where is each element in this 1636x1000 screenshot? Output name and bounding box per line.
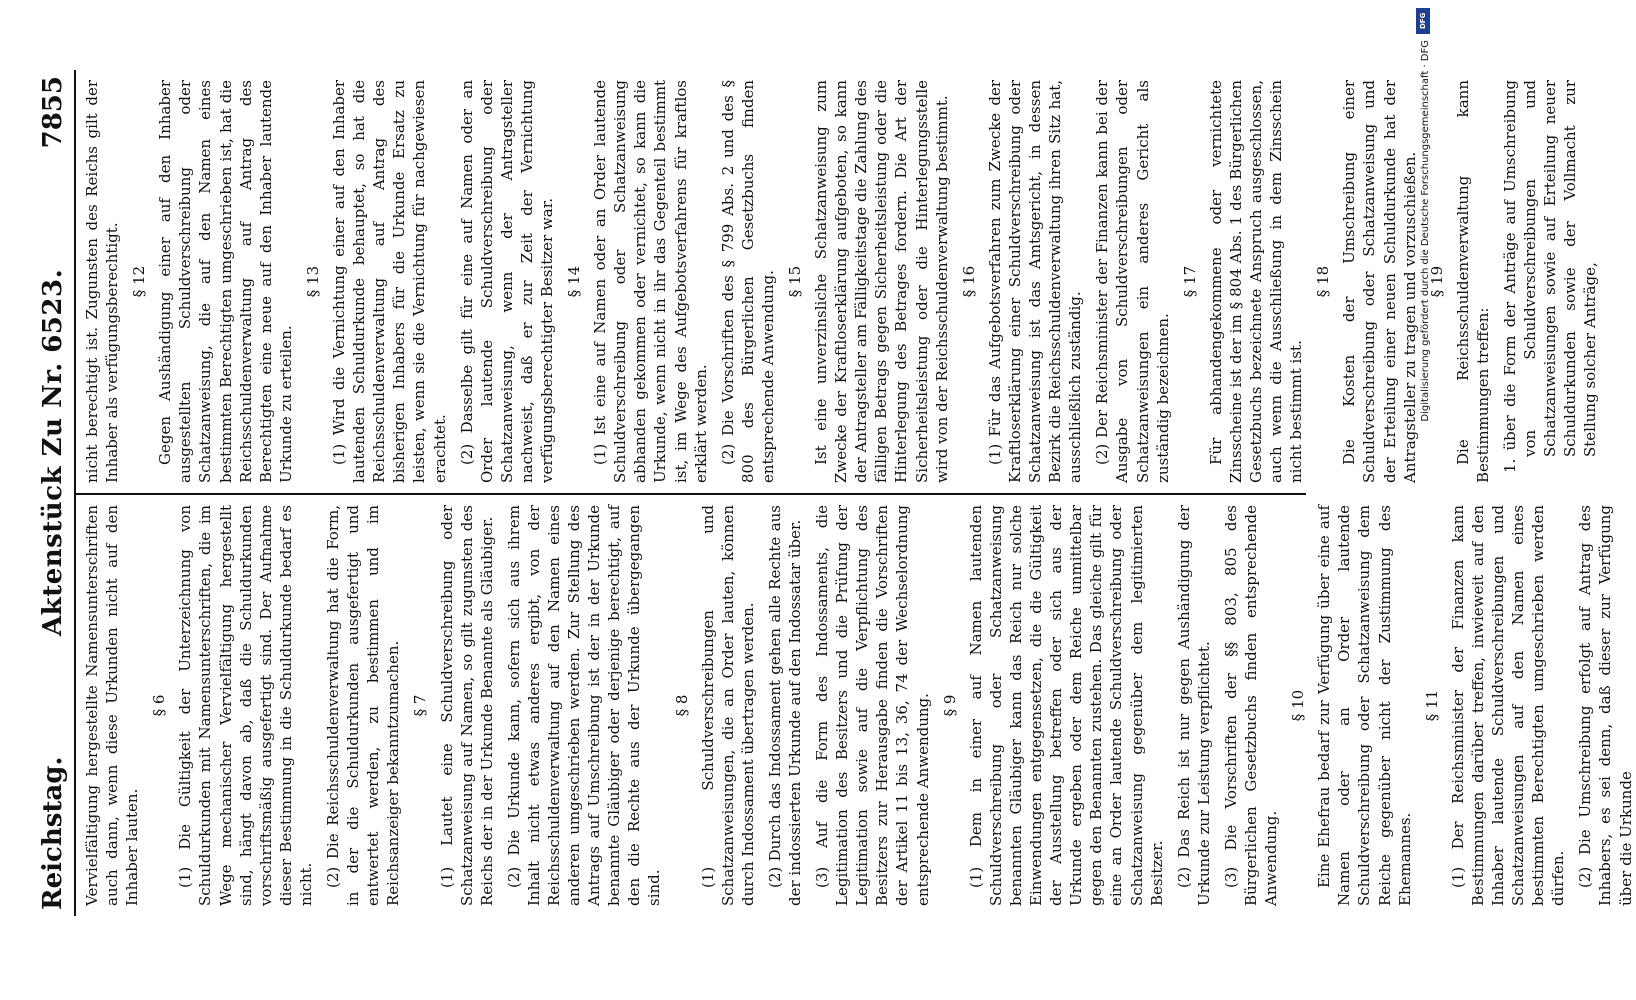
paragraph: Die Kosten der Umschreibung einer Schuldverschreibung oder Schatzanweisung und der Erteilung einer neuen Schuldurkunde hat der Antragsteller zu tragen und vorzuschießen. bbox=[1340, 80, 1419, 483]
paragraph: Eine Ehefrau bedarf zur Verfügung über eine auf Namen oder an Order lautende Schuldverschreibung oder Schatzanweisung dem Reiche gegenüber nicht der Zustimmung des Ehemannes. bbox=[1315, 505, 1414, 906]
paragraph: (1) Schuldverschreibungen und Schatzanweisungen, die an Order lauten, können durch Indossament übertragen werden. bbox=[698, 505, 757, 906]
header-reichstag: Reichstag. bbox=[38, 756, 68, 910]
section-heading: § 12 bbox=[130, 265, 149, 298]
paragraph: (1) Ist eine auf Namen oder an Order lautende Schuldverschreibung oder Schatzanweisung abhanden gekommen oder vernichtet, so kann die Urkunde, wenn nicht in ihr das Gegenteil bestimmt ist, im Wege des Aufgebotsverfahrens für kraftlos erklärt werden. bbox=[591, 80, 710, 483]
paragraph: Gegen Aushändigung einer auf den Inhaber ausgestellten Schuldverschreibung oder Schatzanweisung, die auf den Namen eines bestimmten Berechtigten umgeschrieben ist, hat die Reichsschuldenverwaltung auf Antrag des Berechtigten eine neue auf den Inhaber lautende Urkunde zu erteilen. bbox=[156, 80, 295, 483]
paragraph: (2) Das Reich ist nur gegen Aushändigung der Urkunde zur Leistung verpflichtet. bbox=[1174, 505, 1213, 906]
section-heading: § 8 bbox=[672, 694, 691, 717]
left-column bbox=[76, 493, 1635, 916]
section-heading: § 19 bbox=[1427, 265, 1446, 298]
section-heading: § 14 bbox=[565, 265, 584, 298]
paragraph: (1) Wird die Vernichtung einer auf den Inhaber lautenden Schuldurkunde behauptet, so hat die Reichsschuldenverwaltung auf Antrag des bisherigen Inhabers für die Urkunde Ersatz zu leisten, wenn sie die Vernichtung für nachgewiesen erachtet. bbox=[330, 80, 449, 483]
digitization-strip bbox=[1410, 0, 1434, 1000]
paragraph: Vervielfältigung hergestellte Namensunterschriften auch dann, wenn diese Urkunden nicht auf den Inhaber lauten. bbox=[83, 505, 142, 906]
section-heading: § 11 bbox=[1422, 689, 1441, 722]
section-heading: § 6 bbox=[150, 694, 169, 717]
paragraph: (1) Die Gültigkeit der Unterzeichnung von Schuldurkunden mit Namensunterschriften, die im Wege mechanischer Vervielfältigung hergestellt sind, hängt davon ab, daß die Schuldurkunden vorschriftsmäßig ausgefertigt sind. Der Aufnahme dieser Bestimmung in die Schuldurkunde bedarf es nicht. bbox=[176, 505, 315, 906]
section-heading: § 9 bbox=[940, 694, 959, 717]
paragraph: (2) Die Reichsschuldenverwaltung hat die Form, in der die Schuldurkunden ausgefertigt und entwertet werden, zu bestimmen und im Reichsanzeiger bekanntzumachen. bbox=[324, 505, 403, 906]
paragraph: (3) Auf die Form des Indossaments, die Legitimation des Besitzers und die Prüfung der Legitimation sowie auf die Verpflichtung des Besitzers zur Herausgabe finden die Vorschriften der Artikel 11 bis 13, 36, 74 der Wechselordnung entsprechende Anwendung. bbox=[813, 505, 932, 906]
section-heading: § 13 bbox=[303, 265, 322, 298]
paragraph: (1) Der Reichsminister der Finanzen kann Bestimmungen darüber treffen, inwieweit auf den Inhaber lautende Schuldverschreibungen und Schatzanweisungen auf den Namen eines bestimmten Berechtigten umgeschrieben werden dürfen. bbox=[1448, 505, 1568, 906]
section-heading: § 7 bbox=[411, 694, 430, 717]
paragraph: Die Reichsschuldenverwaltung kann Bestimmungen treffen: bbox=[1453, 80, 1492, 483]
paragraph: (2) Durch das Indossament gehen alle Rechte aus der indossierten Urkunde auf den Indossatar über. bbox=[765, 505, 804, 906]
paragraph: (2) Der Reichsminister der Finanzen kann bei der Ausgabe von Schuldverschreibungen oder Schatzanweisungen ein anderes Gericht als zuständig bezeichnen. bbox=[1093, 80, 1172, 483]
section-heading: § 17 bbox=[1180, 265, 1199, 298]
page-number: 7855 bbox=[38, 76, 68, 149]
paragraph: nicht berechtigt ist. Zugunsten des Reichs gilt der Inhaber als verfügungsberechtigt. bbox=[83, 80, 122, 483]
paragraph: (2) Die Urkunde kann, sofern sich aus ihrem Inhalt nicht etwas anderes ergibt, von der Reichsschuldenverwaltung auf den Namen eines anderen umgeschrieben werden. Zur Stellung des Antrags auf Umschreibung ist der in der Urkunde benannte Gläubiger oder derjenige berechtigt, auf den die Rechte aus der Urkunde übergegangen sind. bbox=[504, 505, 664, 906]
paragraph: Ist eine unverzinsliche Schatzanweisung zum Zwecke der Kraftloserklärung aufgeboten, so kann der Antragsteller am Fälligkeitstage die Zahlung des fälligen Betrags gegen Sicherheitsleistung oder die Hinterlegung des Betrages fordern. Die Art der Sicherheitsleistung oder die Hinterlegungsstelle wird von der Reichsschuldenverwaltung bestimmt. bbox=[812, 80, 951, 483]
section-heading: § 15 bbox=[786, 265, 804, 298]
header-document-title: Aktenstück Zu Nr. 6523. bbox=[38, 268, 68, 636]
list-item: 1. über die Form der Anträge auf Umschreibung von Schuldverschreibungen und Schatzanweisungen sowie auf Erteilung neuer Schuldurkunden sowie der Vollmacht zur Stellung solcher Anträge, bbox=[1501, 80, 1600, 473]
section-heading: § 10 bbox=[1289, 689, 1308, 722]
section-heading: § 16 bbox=[959, 265, 978, 298]
paragraph: (1) Für das Aufgebotsverfahren zum Zwecke der Kraftloserklärung einer Schuldverschreibung oder Schatzanweisung ist das Amtsgericht, in dessen Bezirk die Reichsschuldenverwaltung ihren Sitz hat, ausschließlich zuständig. bbox=[985, 80, 1085, 483]
paragraph: (2) Die Vorschriften des § 799 Abs. 2 und des § 800 des Bürgerlichen Gesetzbuchs finden entsprechende Anwendung. bbox=[718, 80, 777, 483]
section-heading: § 18 bbox=[1314, 265, 1333, 298]
paragraph: (3) Die Vorschriften der §§ 803, 805 des Bürgerlichen Gesetzbuchs finden entsprechende Anwendung. bbox=[1221, 505, 1281, 906]
digitization-note: Digitalisierung gefördert durch die Deutsche Forschungsgemeinschaft · DFG bbox=[1420, 40, 1431, 422]
paragraph: (2) Dasselbe gilt für eine auf Namen oder an Order lautende Schuldverschreibung oder Schatzanweisung, wenn der Antragsteller nachweist, daß er zur Zeit der Vernichtung verfügungsberechtigter Besitzer war. bbox=[457, 80, 556, 483]
page-header bbox=[38, 70, 76, 916]
dfg-logo-icon: DFG bbox=[1416, 8, 1430, 34]
paragraph: Für abhandengekommene oder vernichtete Zinsscheine ist der im § 804 Abs. 1 des Bürgerlichen Gesetzbuchs bezeichnete Anspruch ausgeschlossen, auch wenn die Ausschließung in dem Zinsschein nicht bestimmt ist. bbox=[1206, 80, 1306, 483]
paragraph: (1) Dem in einer auf Namen lautenden Schuldverschreibung oder Schatzanweisung benannten Gläubiger kann das Reich nur solche Einwendungen entgegensetzen, die die Gültigkeit der Ausstellung betreffen oder sich aus der Urkunde ergeben oder dem Reiche unmittelbar gegen den Benannten zustehen. Das gleiche gilt für eine an Order lautende Schuldverschreibung oder Schatzanweisung gegenüber dem legitimierten Besitzer. bbox=[966, 505, 1166, 906]
paragraph: (1) Lautet eine Schuldverschreibung oder Schatzanweisung auf Namen, so gilt zugunsten des Reichs der in der Urkunde Benannte als Gläubiger. bbox=[437, 505, 496, 906]
paragraph: (2) Die Umschreibung erfolgt auf Antrag des Inhabers, es sei denn, daß dieser zur Verfügung über die Urkunde bbox=[1576, 505, 1635, 906]
